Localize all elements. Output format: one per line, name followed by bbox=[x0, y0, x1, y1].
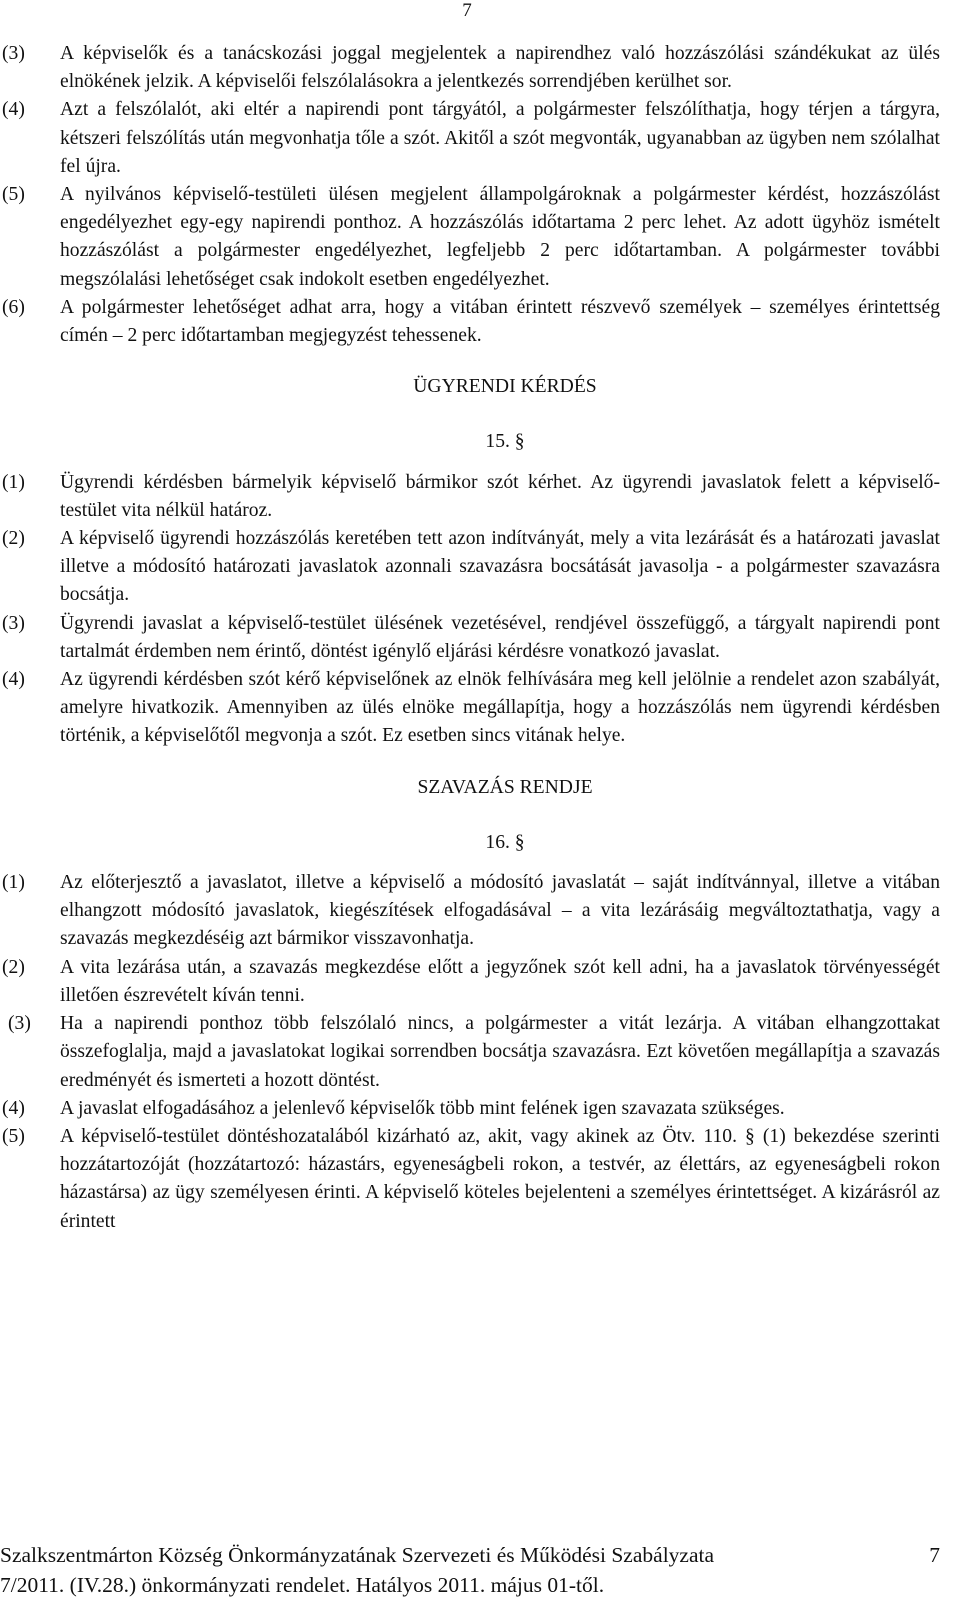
paragraph-number: (6) bbox=[2, 296, 25, 318]
paragraph bbox=[0, 294, 940, 350]
paragraph bbox=[0, 1123, 940, 1236]
paragraph bbox=[0, 1095, 940, 1123]
footer-page-number: 7 bbox=[929, 1543, 940, 1567]
paragraph-text: Azt a felszólalót, aki eltér a napirendi pont tárgyától, a polgármester felszólíthatja, hogy térjen a tárgyra, kétszeri felszólítás után megvonhatja tőle a szót. Akitől a szót megvonták, ugyanabban az ügyben nem szólalhat fel újra. bbox=[60, 99, 940, 177]
paragraph-number: (5) bbox=[2, 1125, 25, 1147]
paragraph bbox=[0, 469, 940, 525]
footer-regulation-info: 7/2011. (IV.28.) önkormányzati rendelet. Hatályos 2011. május 01-től. bbox=[0, 1573, 605, 1597]
paragraph-text: Ügyrendi kérdésben bármelyik képviselő bármikor szót kérhet. Az ügyrendi javaslatok felett a képviselő-testület vita nélkül határoz. bbox=[60, 471, 940, 521]
paragraph-number: (1) bbox=[2, 872, 25, 894]
paragraph bbox=[0, 40, 940, 96]
section-number: 16. § bbox=[485, 831, 525, 853]
paragraph bbox=[0, 525, 940, 610]
document-body bbox=[0, 40, 940, 1236]
paragraph-number: (4) bbox=[2, 1097, 25, 1119]
paragraph-text: Ügyrendi javaslat a képviselő-testület ülésének vezetésével, rendjével összefüggő, a tárgyalt napirendi pont tartalmát érdemben nem érintő, döntést igénylő eljárási kérdésre vonatkozó javaslat. bbox=[60, 612, 940, 662]
paragraph-text: A javaslat elfogadásához a jelenlevő képviselők több mint felének igen szavazata szükséges. bbox=[60, 1097, 785, 1119]
paragraph-number: (3) bbox=[2, 43, 25, 64]
section-number: 15. § bbox=[485, 431, 525, 453]
paragraph-text: A képviselő-testület döntéshozatalából kizárható az, akit, vagy akinek az Ötv. 110. § (1) bekezdése szerinti hozzátartozóját (hozzátartozó: házastárs, egyeneságbeli rokon, a testvér, az élettárs, az egyeneságbeli rokon házastársa) az ügy személyesen érinti. A képviselő köteles bejelenteni a személyes érintettséget. A kizárásról az érintett bbox=[60, 1125, 940, 1232]
paragraph-text: Az ügyrendi kérdésben szót kérő képviselőnek az elnök felhívására meg kell jelölnie a rendelet azon szabályát, amelyre hivatkozik. Amennyiben az ülés elnöke megállapítja, hogy a hozzászólás nem ügyrendi kérdésben történik, a képviselőtől megvonja a szót. Ez esetben sincs vitának helye. bbox=[60, 669, 940, 747]
paragraph-text: A nyilvános képviselő-testületi ülésen megjelent állampolgároknak a polgármester kérdést, hozzászólást engedélyezhet egy-egy napirendi ponthoz. A hozzászólás időtartama 2 perc lehet. Az adott ügyhöz ismételt hozzászólást a polgármester engedélyezhet, legfeljebb 2 perc időtartamban. A polgármester további megszólalási lehetőséget csak indokolt esetben engedélyezhet. bbox=[60, 184, 940, 290]
paragraph bbox=[0, 96, 940, 181]
paragraph bbox=[0, 610, 940, 666]
page-number: 7 bbox=[462, 0, 472, 21]
page-footer bbox=[0, 1540, 940, 1600]
paragraph bbox=[0, 869, 940, 954]
paragraph-text: Az előterjesztő a javaslatot, illetve a képviselő a módosító javaslatát – saját indítvánnyal, illetve a vitában elhangzott módosító javaslatok, kiegészítések elfogadásával – a vita lezárásáig megváltoztathatja, vagy a szavazás megkezdéséig azt bármikor visszavonhatja. bbox=[60, 872, 940, 950]
paragraph-text: A képviselő ügyrendi hozzászólás keretében tett azon indítványát, mely a vita lezárását és a határozati javaslat illetve a módosító határozati javaslatok azonnali szavazásra bocsátását javasolja - a polgármester szavazásra bocsátja. bbox=[60, 528, 940, 606]
paragraph-text: A polgármester lehetőséget adhat arra, hogy a vitában érintett részvevő személyek – személyes érintettség címén – 2 perc időtartamban megjegyzést tehessenek. bbox=[60, 296, 940, 347]
paragraph bbox=[0, 181, 940, 294]
paragraph-text: A képviselők és a tanácskozási joggal megjelentek a napirendhez való hozzászólási szándékukat az ülés elnökének jelzik. A képviselői felszólalásokra a jelentkezés sorrendjében kerülhet sor. bbox=[60, 43, 940, 93]
paragraph bbox=[0, 954, 940, 1010]
paragraph-number: (1) bbox=[2, 471, 25, 493]
paragraph-number: (5) bbox=[2, 184, 25, 206]
section-heading: ÜGYRENDI KÉRDÉS bbox=[413, 376, 597, 398]
paragraph bbox=[0, 1010, 940, 1095]
paragraph-text: Ha a napirendi ponthoz több felszólaló nincs, a polgármester a vitát lezárja. A vitában elhangzottakat összefoglalja, majd a javaslatokat logikai sorrendben bocsátja szavazásra. Ezt követően megállapítja a szavazás eredményét és ismerteti a hozott döntést. bbox=[60, 1013, 940, 1091]
paragraph-number: (3) bbox=[2, 612, 25, 634]
paragraph-number: (4) bbox=[2, 99, 25, 121]
paragraph-number: (2) bbox=[2, 528, 25, 550]
footer-title: Szalkszentmárton Község Önkormányzatának Szervezeti és Működési Szabályzata bbox=[0, 1543, 715, 1567]
paragraph bbox=[0, 666, 940, 751]
section-heading: SZAVAZÁS RENDJE bbox=[417, 776, 593, 798]
paragraph-number: (2) bbox=[2, 956, 25, 978]
paragraph-text: A vita lezárása után, a szavazás megkezdése előtt a jegyzőnek szót kell adni, ha a javaslatok törvényességét illetően észrevételt kíván tenni. bbox=[60, 956, 940, 1006]
paragraph-number: (4) bbox=[2, 669, 25, 691]
paragraph-number: (3) bbox=[8, 1013, 31, 1035]
